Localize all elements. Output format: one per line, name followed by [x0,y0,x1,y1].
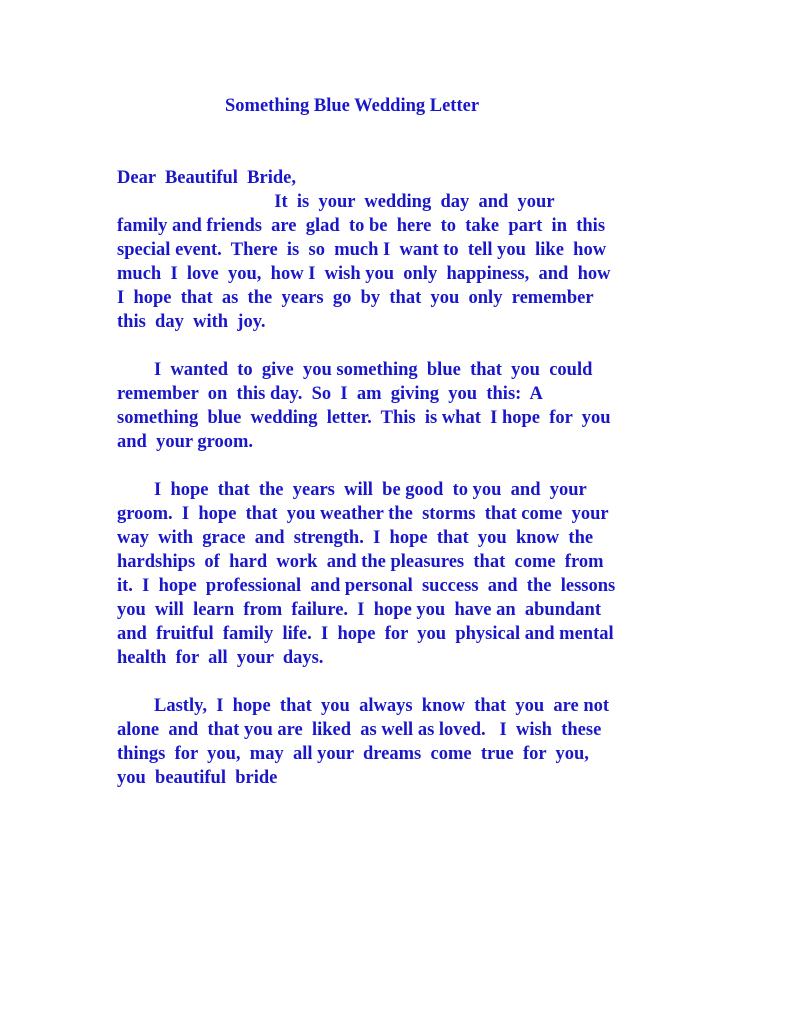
letter-title: Something Blue Wedding Letter [225,96,480,116]
paragraph-1-line-1: It is your wedding day and your [117,192,555,212]
paragraph-2-line-2: remember on this day. So I am giving you this: A [117,384,543,404]
paragraph-4-line-3: things for you, may all your dreams come true for you, [117,744,589,764]
paragraph-1-line-2: family and friends are glad to be here to take part in this [117,216,606,236]
paragraph-1-line-6: this day with joy. [117,312,266,332]
paragraph-4-line-1: Lastly, I hope that you always know that you are not [117,696,610,716]
paragraph-3-line-5: it. I hope professional and personal success and the lessons [117,576,616,596]
paragraph-4-line-2: alone and that you are liked as well as loved. I wish these [117,720,602,740]
paragraph-1-line-5: I hope that as the years go by that you only remember [117,288,594,308]
letter-greeting: Dear Beautiful Bride, [117,168,296,188]
paragraph-3-line-3: way with grace and strength. I hope that you know the [117,528,594,548]
paragraph-1-line-4: much I love you, how I wish you only happiness, and how [117,264,611,284]
paragraph-2-line-3: something blue wedding letter. This is what I hope for you [117,408,611,428]
paragraph-3-line-1: I hope that the years will be good to you and your [117,480,587,500]
paragraph-3-line-2: groom. I hope that you weather the storms that come your [117,504,609,524]
paragraph-4-line-4: you beautiful bride [117,768,278,788]
paragraph-3-line-4: hardships of hard work and the pleasures that come from [117,552,604,572]
paragraph-3-line-8: health for all your days. [117,648,324,668]
paragraph-2-line-4: and your groom. [117,432,254,452]
paragraph-3-line-7: and fruitful family life. I hope for you physical and mental [117,624,614,644]
paragraph-3-line-6: you will learn from failure. I hope you have an abundant [117,600,601,620]
paragraph-2-line-1: I wanted to give you something blue that you could [117,360,593,380]
paragraph-1-line-3: special event. There is so much I want to tell you like how [117,240,607,260]
